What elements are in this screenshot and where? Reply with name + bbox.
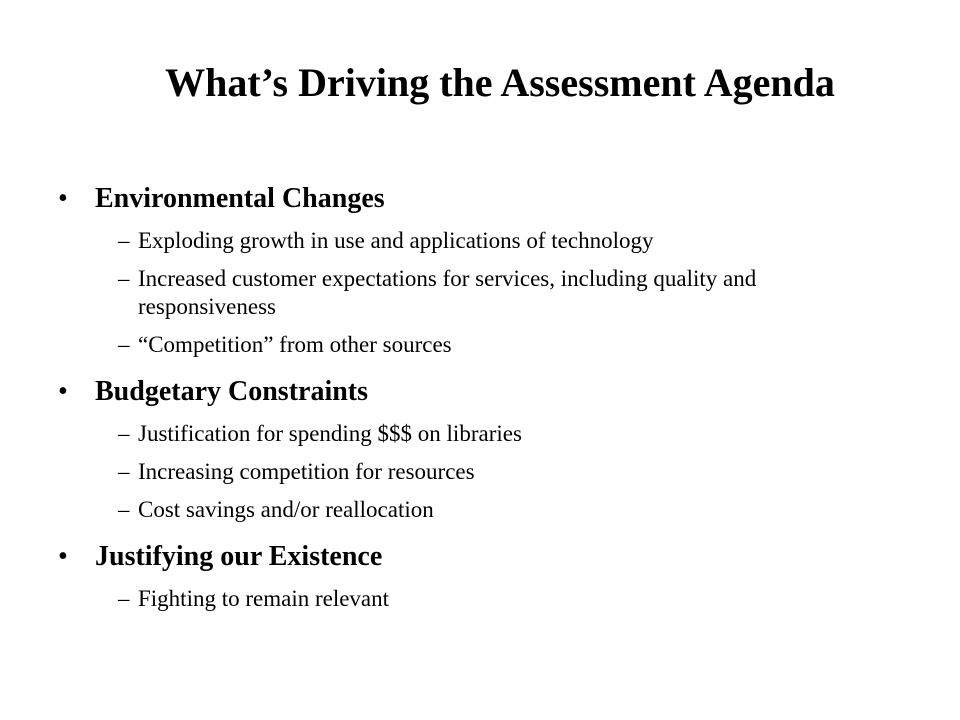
sub-list (58, 585, 898, 613)
section-heading: Justifying our Existence (95, 541, 383, 572)
list-item-text: Increasing competition for resources (138, 459, 475, 484)
slide-body (58, 176, 898, 623)
section-budgetary-constraints (58, 369, 898, 524)
bullet-dot-icon: • (58, 376, 68, 407)
section-environmental-changes (58, 176, 898, 359)
list-item (58, 331, 898, 359)
list-item-text: “Competition” from other sources (138, 332, 452, 357)
list-item (58, 585, 898, 613)
list-item (58, 420, 898, 448)
bullet-heading (58, 534, 898, 580)
slide-title: What’s Driving the Assessment Agenda (165, 60, 835, 105)
dash-icon: – (118, 586, 130, 611)
sub-list (58, 420, 898, 524)
dash-icon: – (118, 266, 130, 291)
dash-icon: – (118, 228, 130, 253)
list-item-text: Cost savings and/or reallocation (138, 497, 434, 522)
list-item-text: Exploding growth in use and applications of technology (138, 228, 654, 253)
dash-icon: – (118, 459, 130, 484)
bullet-dot-icon: • (58, 183, 68, 214)
list-item (58, 458, 898, 486)
list-item (58, 265, 898, 321)
sub-list (58, 227, 898, 359)
list-item-text: Fighting to remain relevant (138, 586, 390, 611)
bullet-heading (58, 176, 898, 222)
dash-icon: – (118, 421, 130, 446)
list-item-text: Increased customer expectations for services, including quality and responsiveness (138, 266, 757, 319)
list-item-text: Justification for spending $$$ on libraries (138, 421, 522, 446)
dash-icon: – (118, 497, 130, 522)
section-justifying-our-existence (58, 534, 898, 613)
list-item (58, 227, 898, 255)
dash-icon: – (118, 332, 130, 357)
section-heading: Environmental Changes (95, 183, 385, 214)
bullet-dot-icon: • (58, 541, 68, 572)
section-heading: Budgetary Constraints (95, 376, 369, 407)
list-item (58, 496, 898, 524)
bullet-heading (58, 369, 898, 415)
